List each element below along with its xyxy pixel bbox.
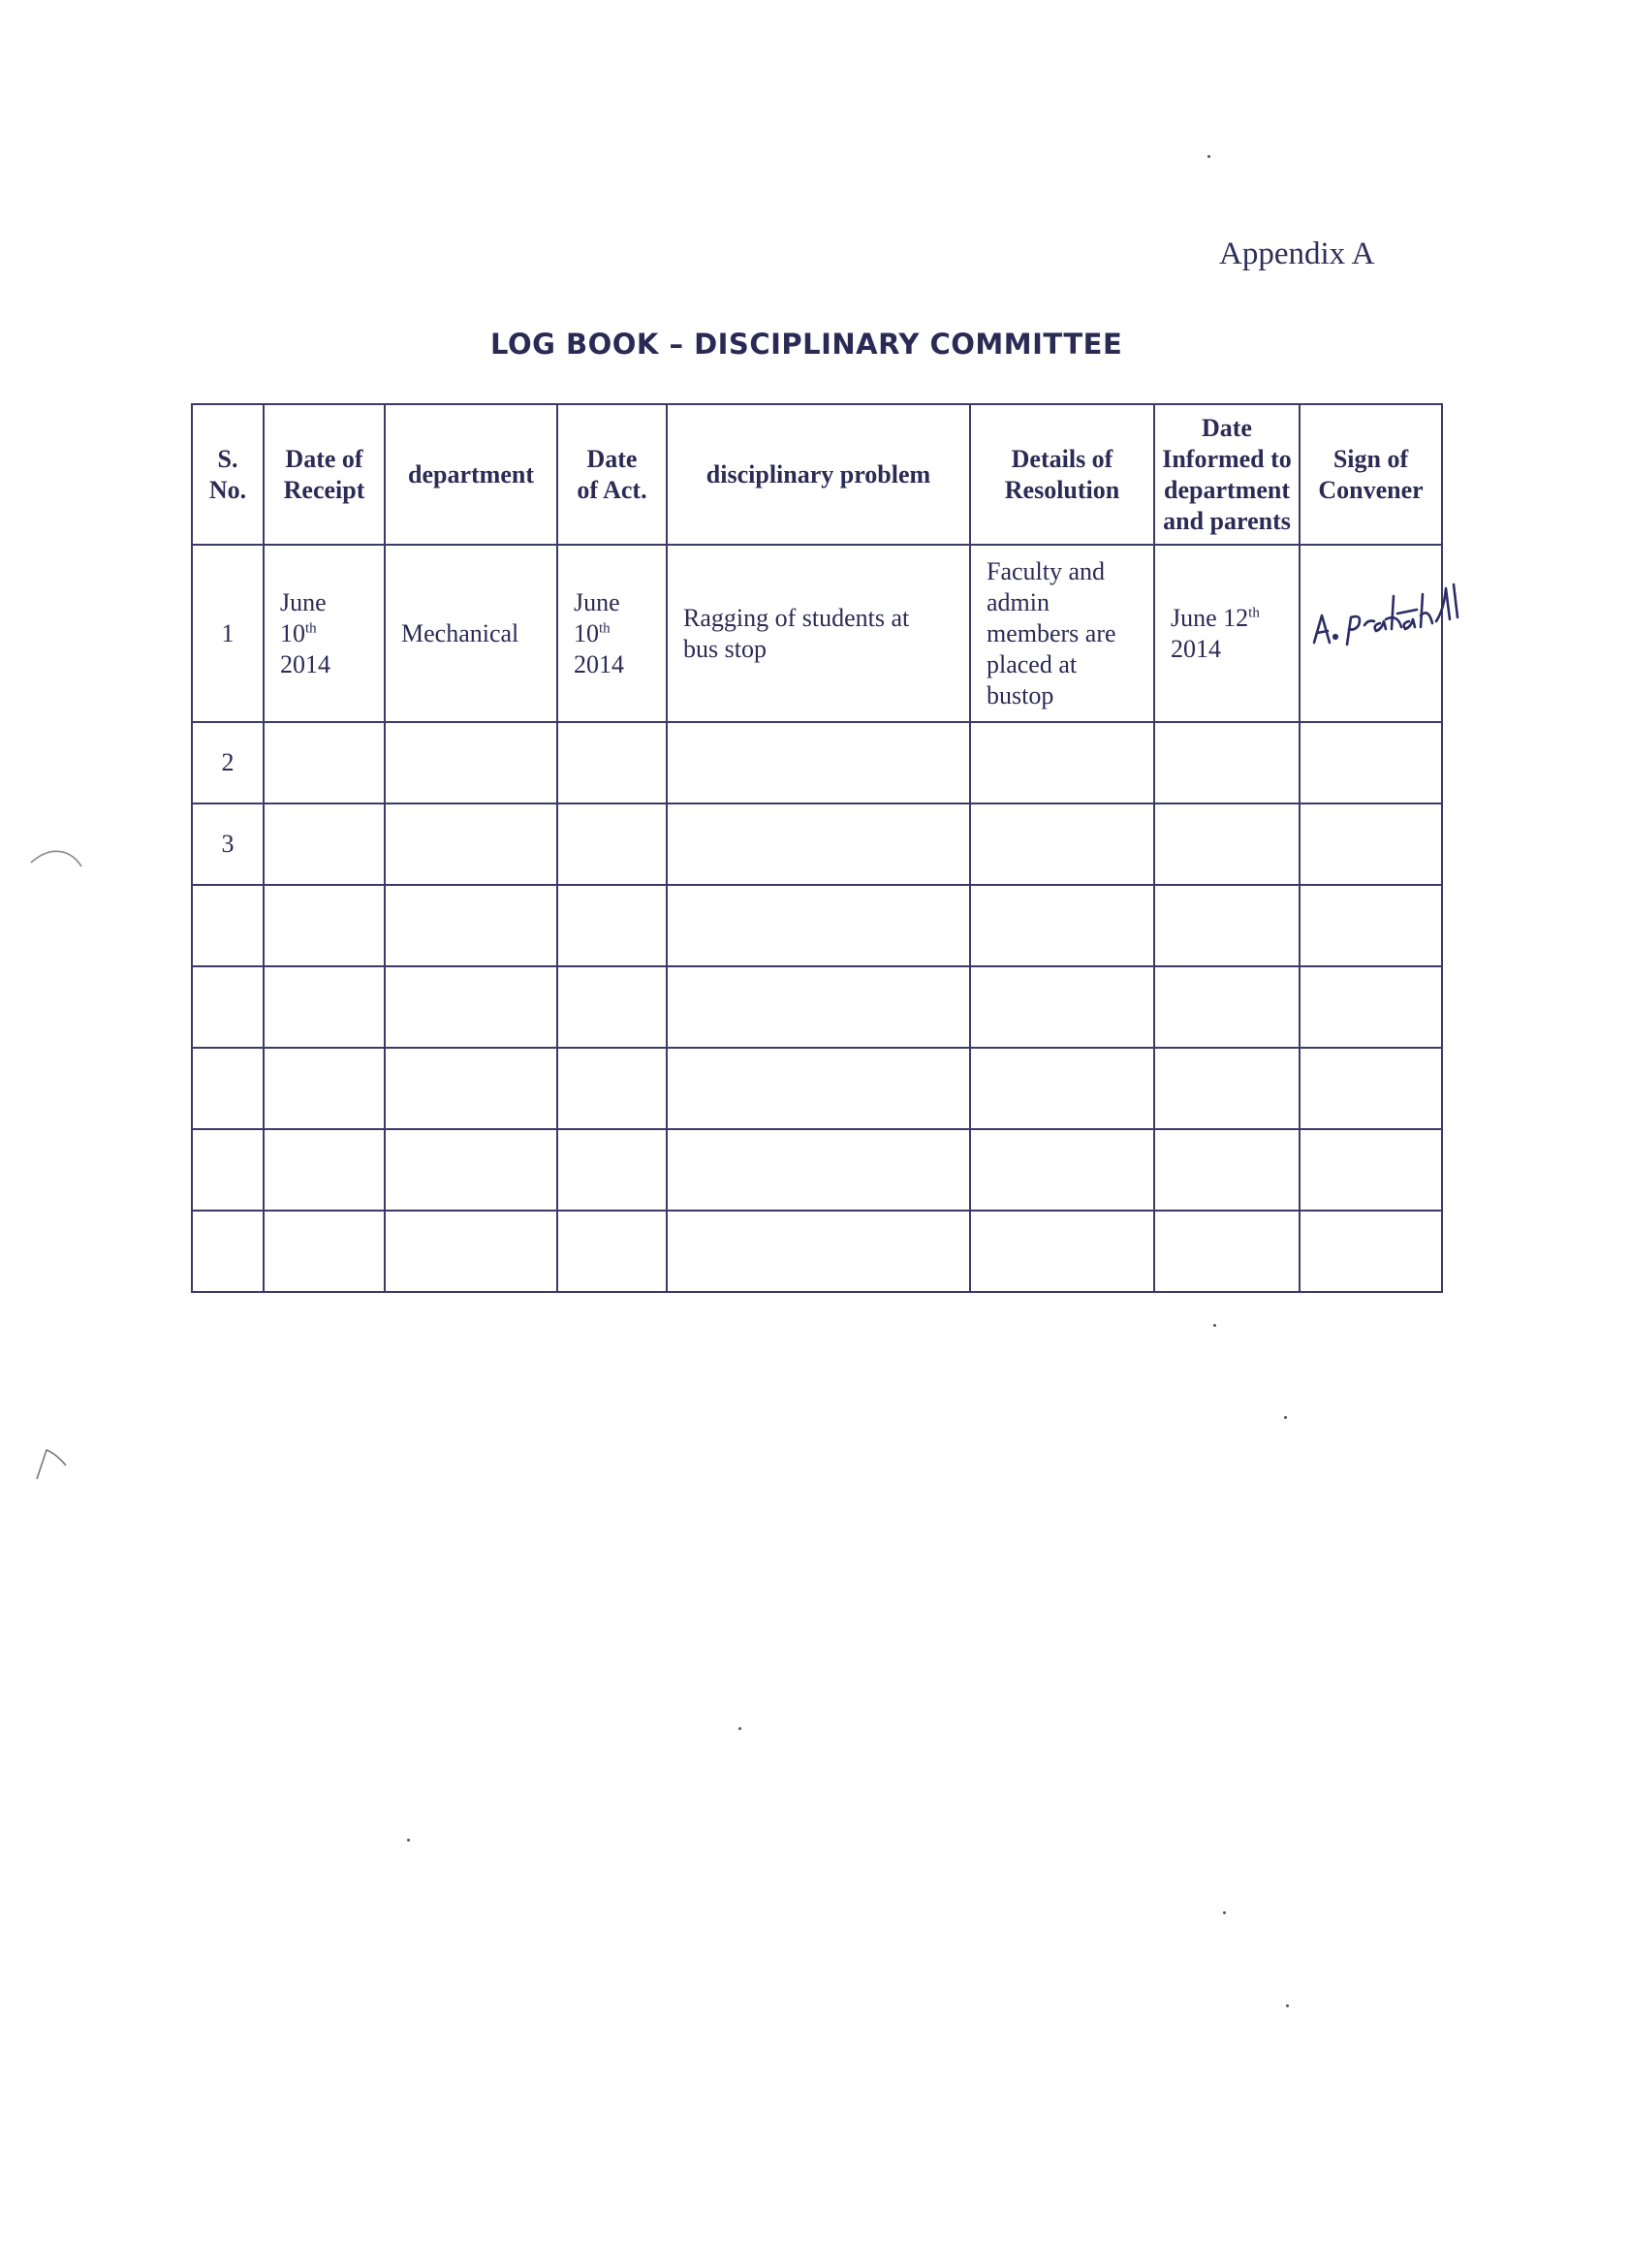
- cell-empty: [557, 885, 667, 966]
- table-row: [192, 1129, 1442, 1211]
- cell-empty: [667, 803, 970, 885]
- header-date-informed: Date Informed to department and parents: [1154, 404, 1300, 545]
- cell-sno: [192, 885, 264, 966]
- cell-empty: [557, 966, 667, 1048]
- cell-empty: [557, 803, 667, 885]
- cell-empty: [264, 722, 385, 803]
- cell-empty: [264, 803, 385, 885]
- header-details-of-resolution: Details of Resolution: [970, 404, 1154, 545]
- scan-speck: [1223, 1911, 1226, 1914]
- cell-empty: [970, 1048, 1154, 1129]
- cell-disciplinary-problem: Ragging of students at bus stop: [667, 545, 970, 722]
- header-date-of-receipt: Date of Receipt: [264, 404, 385, 545]
- header-department: department: [385, 404, 557, 545]
- table-header-row: [192, 404, 1442, 545]
- cell-empty: [264, 1048, 385, 1129]
- cell-empty: [1154, 803, 1300, 885]
- handwritten-signature: [1308, 575, 1473, 662]
- cell-empty: [970, 1129, 1154, 1211]
- cell-sno: 1: [192, 545, 264, 722]
- cell-empty: [1154, 885, 1300, 966]
- cell-empty: [667, 966, 970, 1048]
- table-row: [192, 885, 1442, 966]
- cell-empty: [970, 885, 1154, 966]
- cell-empty: [264, 885, 385, 966]
- scan-speck: [1207, 155, 1210, 158]
- table-row: [192, 545, 1442, 722]
- cell-empty: [264, 1211, 385, 1292]
- cell-empty: [667, 1129, 970, 1211]
- cell-resolution: Faculty and admin members are placed at bustop: [970, 545, 1154, 722]
- cell-empty: [1154, 1129, 1300, 1211]
- cell-empty: [385, 1129, 557, 1211]
- table-row: [192, 803, 1442, 885]
- cell-empty: [264, 1129, 385, 1211]
- header-sno: S. No.: [192, 404, 264, 545]
- cell-empty: [1300, 1129, 1442, 1211]
- cell-empty: [1154, 966, 1300, 1048]
- cell-empty: [970, 966, 1154, 1048]
- cell-sno: 2: [192, 722, 264, 803]
- cell-sno: [192, 1211, 264, 1292]
- cell-sno: [192, 1129, 264, 1211]
- cell-empty: [557, 722, 667, 803]
- cell-empty: [385, 803, 557, 885]
- cell-department: Mechanical: [385, 545, 557, 722]
- cell-empty: [557, 1129, 667, 1211]
- scan-speck: [1284, 1416, 1287, 1419]
- appendix-label: Appendix A: [1219, 236, 1375, 271]
- cell-date-of-receipt: June 10th 2014: [264, 545, 385, 722]
- cell-empty: [385, 1211, 557, 1292]
- table-row: [192, 1048, 1442, 1129]
- log-book-table: [191, 403, 1443, 1293]
- table-row: [192, 1211, 1442, 1292]
- cell-sno: [192, 1048, 264, 1129]
- cell-empty: [667, 1211, 970, 1292]
- cell-empty: [1300, 966, 1442, 1048]
- scan-speck: [738, 1727, 741, 1730]
- cell-empty: [667, 1048, 970, 1129]
- scan-speck: [1286, 2004, 1289, 2007]
- header-disciplinary-problem: disciplinary problem: [667, 404, 970, 545]
- scan-mark: [29, 843, 87, 882]
- header-sign-of-convener: Sign of Convener: [1300, 404, 1442, 545]
- cell-empty: [385, 885, 557, 966]
- cell-empty: [1154, 1211, 1300, 1292]
- cell-empty: [385, 722, 557, 803]
- page-title: LOG BOOK – DISCIPLINARY COMMITTEE: [490, 328, 1123, 361]
- cell-signature: [1300, 545, 1442, 722]
- cell-empty: [970, 803, 1154, 885]
- cell-empty: [1300, 803, 1442, 885]
- cell-empty: [667, 722, 970, 803]
- cell-empty: [1300, 722, 1442, 803]
- scan-speck: [1213, 1324, 1216, 1327]
- table-row: [192, 722, 1442, 803]
- cell-empty: [1300, 885, 1442, 966]
- cell-empty: [1300, 1048, 1442, 1129]
- table-row: [192, 966, 1442, 1048]
- scan-mark: [33, 1444, 81, 1483]
- cell-empty: [557, 1211, 667, 1292]
- cell-empty: [385, 966, 557, 1048]
- cell-empty: [970, 1211, 1154, 1292]
- cell-date-of-act: June 10th 2014: [557, 545, 667, 722]
- cell-empty: [667, 885, 970, 966]
- cell-empty: [1154, 722, 1300, 803]
- cell-empty: [264, 966, 385, 1048]
- cell-sno: [192, 966, 264, 1048]
- cell-empty: [385, 1048, 557, 1129]
- cell-empty: [970, 722, 1154, 803]
- header-date-of-act: Date of Act.: [557, 404, 667, 545]
- cell-empty: [1300, 1211, 1442, 1292]
- cell-date-informed: June 12th 2014: [1154, 545, 1300, 722]
- cell-sno: 3: [192, 803, 264, 885]
- cell-empty: [1154, 1048, 1300, 1129]
- cell-empty: [557, 1048, 667, 1129]
- scan-speck: [407, 1839, 410, 1842]
